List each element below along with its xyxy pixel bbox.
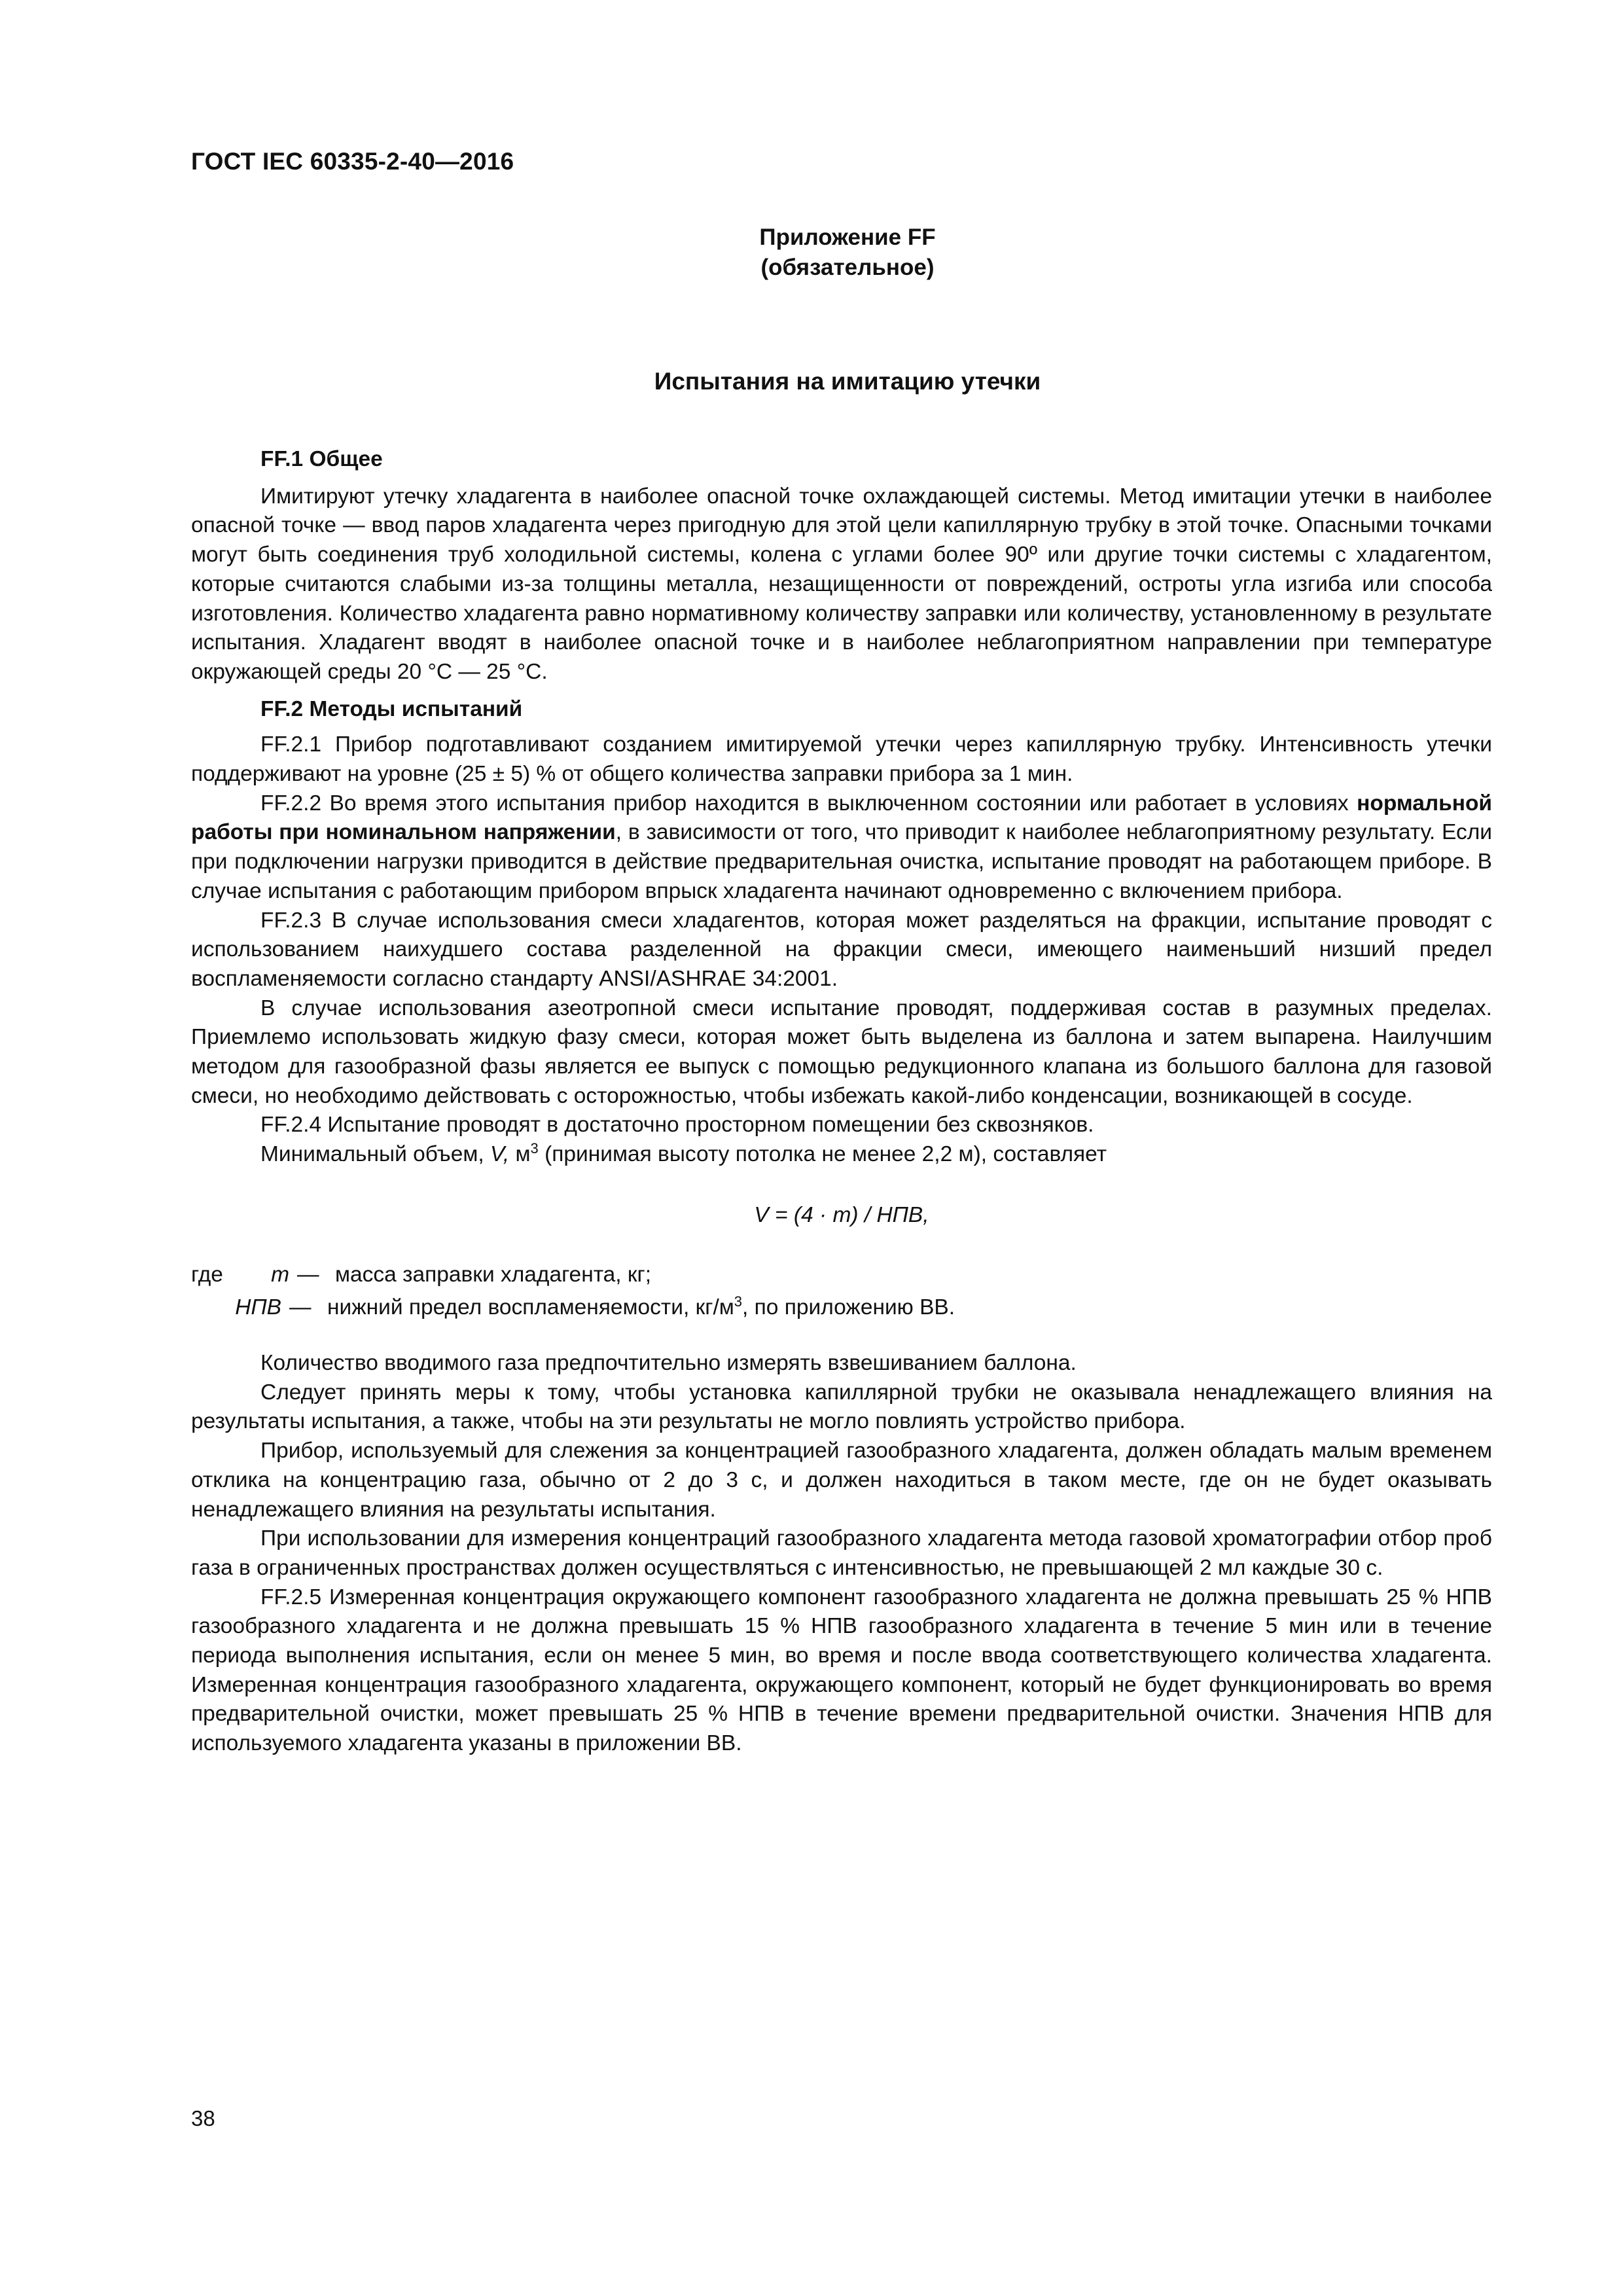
volume-unit-exponent: 3 bbox=[530, 1140, 539, 1157]
annex-heading bbox=[0, 223, 1623, 283]
volume-symbol: V, bbox=[490, 1142, 510, 1167]
standard-designation: ГОСТ IEC 60335-2-40—2016 bbox=[191, 148, 514, 175]
paragraph-ff-2-2-end: , в зависимости от того, что приводит к наиболее неблагоприятному результату. Если при подключении нагрузки приводится в действие предварительная очистка, испытание проводят на работающем приборе. В случае испытания с работающим прибором впрыск хладагента начинают одновременно с включением прибора. bbox=[191, 820, 1492, 903]
lfl-symbol: НПВ bbox=[235, 1295, 281, 1320]
lfl-unit-exponent: 3 bbox=[734, 1293, 743, 1310]
paragraph-min-volume bbox=[191, 1140, 1492, 1170]
paragraph-ff-2-3: FF.2.3 В случае использования смеси хладагентов, которая может разделяться на фракции, испытание проводят с использованием наихудшего состава разделенной на фракции смеси, имеющего наименьший низший предел воспламеняемости согласно стандарту ANSI/ASHRAE 34:2001. bbox=[191, 908, 1492, 991]
section-heading-methods: FF.2 Методы испытаний bbox=[260, 696, 523, 721]
where-label: где bbox=[191, 1262, 223, 1287]
definition-lfl bbox=[191, 1293, 1492, 1323]
page-number: 38 bbox=[191, 2106, 215, 2130]
paragraph-ff-2-5: FF.2.5 Измеренная концентрация окружающего компонент газообразного хладагента не должна превышать 25 % НПВ газообразного хладагента и не должна превышать 15 % НПВ газообразного хладагента в течение 5 мин или в течение периода выполнения испытания, если он менее 5 мин, во время и после ввода соответствующего количества хладагента. Измеренная концентрация газообразного хладагента, окружающего компонент, который не будет функционировать во время предварительной очистки, может превышать 25 % НПВ в течение времени предварительной очистки. Значения НПВ для используемого хладагента указаны в приложении ВВ. bbox=[191, 1585, 1492, 1756]
lfl-definition bbox=[327, 1293, 1492, 1323]
paragraph-monitoring-device: Прибор, используемый для слежения за концентрацией газообразного хладагента, должен обладать малым временем отклика на концентрацию газа, обычно от 2 до 3 с, и должен находиться в таком месте, где он не будет оказывать ненадлежащего влияния на результаты испытания. bbox=[191, 1439, 1492, 1522]
definition-dash: — bbox=[289, 1295, 312, 1320]
paragraph-chromatography: При использовании для измерения концентраций газообразного хладагента метода газовой хроматографии отбор проб газа в ограниченных пространствах должен осуществляться с интенсивностью, не превышающей 2 мл каждые 30 с. bbox=[191, 1526, 1492, 1580]
paragraph-ff-2-2 bbox=[191, 789, 1492, 906]
paragraph-general: Имитируют утечку хладагента в наиболее опасной точке охлаждающей системы. Метод имитации утечки в наиболее опасной точке — ввод паров хладагента через пригодную для этой цели капиллярную трубку в этой точке. Опасными точками могут быть соединения труб холодильной системы, колена с углами более 90º или другие точки системы с хладагентом, которые считаются слабыми из-за толщины металла, незащищенности от повреждений, остроты угла изгиба или способа изготовления. Количество хладагента равно нормативному количеству заправки или количеству, установленному в результате испытания. Хладагент вводят в наиболее опасной точке и в наиболее неблагоприятном направлении при температуре окружающей среды 20 °C — 25 °C. bbox=[191, 484, 1492, 684]
mass-definition: масса заправки хладагента, кг; bbox=[335, 1262, 652, 1287]
main-title: Испытания на имитацию утечки bbox=[654, 368, 1041, 395]
paragraph-ff-2-1: FF.2.1 Прибор подготавливают созданием имитируемой утечки через капиллярную трубку. Интенсивность утечки поддерживают на уровне (25 ± 5) % от общего количества заправки прибора за 1 мин. bbox=[191, 732, 1492, 787]
section-heading-general: FF.1 Общее bbox=[260, 447, 383, 471]
paragraph-ff-2-2-start: FF.2.2 Во время этого испытания прибор находится в выключенном состоянии или работает в условиях bbox=[260, 791, 1357, 816]
document-body bbox=[191, 445, 1492, 1759]
paragraph-azeotropic: В случае использования азеотропной смеси испытание проводят, поддерживая состав в разумных пределах. Приемлемо использовать жидкую фазу смеси, которая может быть выделена из баллона и затем выпарена. Наилучшим методом для газообразной фазы является ее выпуск с помощью редукционного клапана из большого баллона для газовой смеси, но необходимо действовать с осторожностью, чтобы избежать какой-либо конденсации, возникающей в сосуде. bbox=[191, 996, 1492, 1108]
min-volume-text: Минимальный объем, bbox=[260, 1142, 491, 1167]
volume-formula: V = (4 · m) / НПВ, bbox=[754, 1202, 929, 1227]
volume-unit: м bbox=[509, 1142, 531, 1167]
annex-title: Приложение FF bbox=[759, 224, 936, 250]
paragraph-ff-2-4: FF.2.4 Испытание проводят в достаточно просторном помещении без сквозняков. bbox=[260, 1113, 1094, 1138]
lfl-definition-text: нижний предел воспламеняемости, кг/м bbox=[327, 1295, 734, 1320]
defined-term-normal-operation: нормальной работы при номинальном напряжении bbox=[191, 791, 1492, 845]
paragraph-gas-weighing: Количество вводимого газа предпочтительно измерять взвешиванием баллона. bbox=[260, 1350, 1077, 1375]
formula-definitions bbox=[191, 1261, 1492, 1323]
min-volume-text-end: (принимая высоту потолка не менее 2,2 м), составляет bbox=[538, 1142, 1107, 1167]
mass-symbol: m bbox=[271, 1262, 289, 1287]
definition-dash: — bbox=[297, 1262, 319, 1287]
annex-status: (обязательное) bbox=[760, 255, 935, 280]
paragraph-capillary: Следует принять меры к тому, чтобы установка капиллярной трубки не оказывала ненадлежащего влияния на результаты испытания, а также, чтобы на эти результаты не могло повлиять устройство прибора. bbox=[191, 1380, 1492, 1434]
definition-mass bbox=[191, 1261, 1492, 1290]
lfl-definition-ref: , по приложению ВВ. bbox=[742, 1295, 955, 1320]
